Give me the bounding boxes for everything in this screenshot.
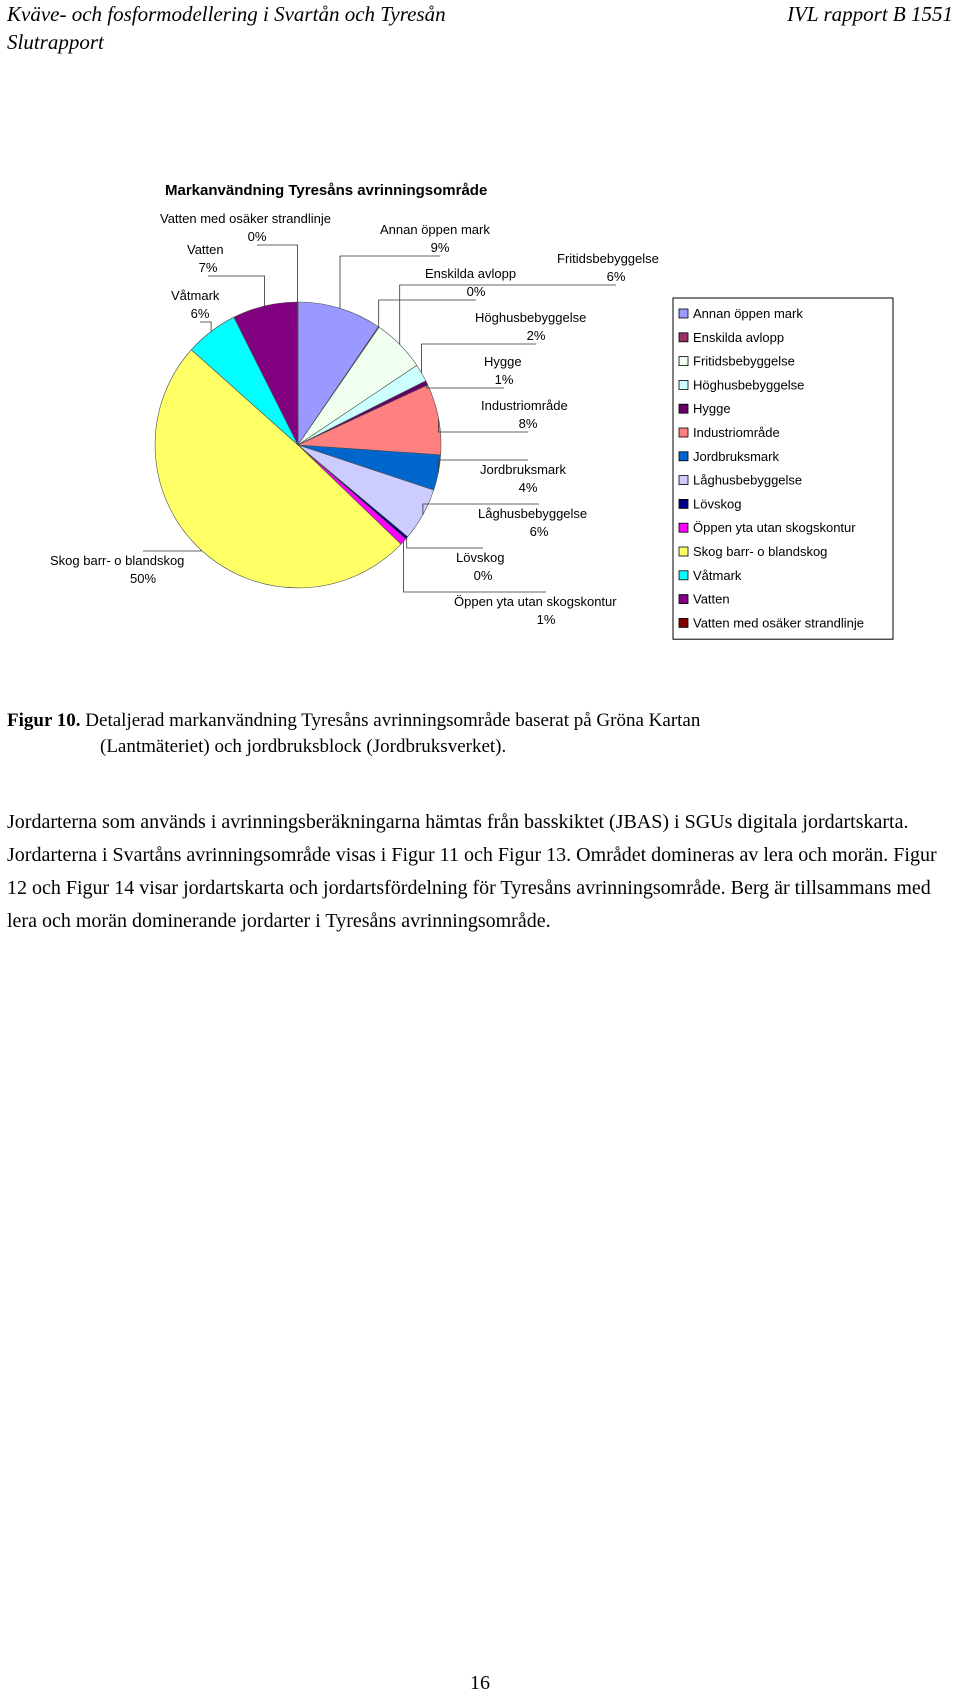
leader-line: [407, 538, 483, 548]
slice-label: Enskilda avlopp: [425, 266, 517, 281]
page-number: 16: [470, 1672, 490, 1694]
report-id: IVL rapport B 1551: [787, 2, 953, 26]
slice-percent-label: 0%: [473, 568, 493, 583]
slice-percent-label: 4%: [518, 480, 538, 495]
legend-entry: Jordbruksmark: [693, 448, 779, 464]
legend-swatch: [679, 428, 688, 437]
leader-line: [257, 245, 298, 302]
legend-swatch: [679, 380, 688, 389]
slice-percent-label: 50%: [129, 571, 157, 586]
leader-line: [379, 300, 476, 327]
legend-swatch: [679, 571, 688, 580]
body-text: [7, 806, 947, 938]
caption-number: Figur 10.: [7, 710, 81, 731]
slice-label: Låghusbebyggelse: [478, 506, 588, 521]
leader-line: [143, 550, 201, 551]
legend-entry: Hygge: [693, 401, 731, 417]
slice-label: Vatten med osäker strandlinje: [160, 211, 332, 226]
slice-percent-label: 9%: [430, 240, 450, 255]
legend-swatch: [679, 404, 688, 413]
caption-line-2: (Lantmäteriet) och jordbruksblock (Jordbruksverket).: [100, 736, 507, 757]
slice-label: Skog barr- o blandskog: [50, 553, 185, 568]
pie-chart: [0, 170, 960, 690]
chart-title: Markanvändning Tyresåns avrinningsområde: [165, 182, 488, 199]
report-subtitle: Slutrapport: [7, 30, 104, 54]
slice-percent-label: 8%: [518, 416, 538, 431]
legend-swatch: [679, 618, 688, 627]
chart-legend: [673, 298, 893, 639]
pie-slices: [155, 302, 441, 588]
slice-percent-label: 0%: [466, 284, 486, 299]
legend-swatch: [679, 357, 688, 366]
legend-entry: Fritidsbebyggelse: [693, 353, 795, 369]
legend-entry: Skog barr- o blandskog: [693, 544, 828, 559]
legend-swatch: [679, 333, 688, 342]
slice-label: Vatten: [187, 242, 224, 257]
legend-entry: Låghusbebyggelse: [693, 472, 803, 488]
slice-label: Annan öppen mark: [380, 222, 490, 237]
slice-percent-label: 6%: [529, 524, 549, 539]
slice-percent-label: 6%: [606, 269, 626, 284]
legend-swatch: [679, 595, 688, 604]
report-title: Kväve- och fosformodellering i Svartån och Tyresån: [7, 2, 446, 26]
slice-percent-label: 6%: [190, 306, 210, 321]
slice-label: Höghusbebyggelse: [475, 310, 587, 325]
slice-percent-label: 2%: [526, 328, 546, 343]
slice-label: Våtmark: [171, 288, 220, 303]
legend-entry: Våtmark: [693, 567, 742, 583]
legend-entry: Industriområde: [693, 425, 780, 440]
legend-box: [673, 298, 893, 639]
slice-label: Hygge: [484, 354, 522, 369]
leader-line: [340, 256, 440, 308]
figure-10: [0, 170, 960, 690]
legend-entry: Enskilda avlopp: [693, 329, 785, 345]
leader-line: [439, 419, 528, 432]
legend-entry: Lövskog: [693, 496, 742, 512]
caption-line-1: Detaljerad markanvändning Tyresåns avrinningsområde baserat på Gröna Kartan: [85, 710, 701, 731]
legend-swatch: [679, 476, 688, 485]
slice-percent-label: 1%: [494, 372, 514, 387]
legend-swatch: [679, 547, 688, 556]
slice-label: Jordbruksmark: [480, 462, 566, 477]
legend-entry: Vatten med osäker strandlinje: [693, 615, 865, 631]
slice-percent-label: 1%: [536, 612, 556, 627]
legend-entry: Höghusbebyggelse: [693, 377, 805, 393]
slice-label: Lövskog: [456, 550, 505, 565]
figure-caption: [7, 708, 947, 760]
legend-entry: Öppen yta utan skogskontur: [693, 520, 856, 536]
legend-swatch: [679, 452, 688, 461]
leader-line: [427, 383, 504, 388]
legend-swatch: [679, 499, 688, 508]
slice-label: Fritidsbebyggelse: [557, 251, 659, 266]
legend-swatch: [679, 523, 688, 532]
slice-percent-label: 0%: [247, 229, 267, 244]
legend-entry: Vatten: [693, 591, 730, 607]
leader-line: [200, 322, 211, 332]
slice-label: Industriområde: [481, 398, 568, 413]
header-left: [7, 0, 446, 56]
legend-entry: Annan öppen mark: [693, 306, 803, 321]
slice-percent-label: 7%: [198, 260, 218, 275]
slice-label: Öppen yta utan skogskontur: [454, 594, 617, 609]
legend-swatch: [679, 309, 688, 318]
body-paragraph: Jordarterna som används i avrinningsberäkningarna hämtas från basskiktet (JBAS) i SGUs digitala jordartskarta. Jordarterna i Svartåns avrinningsområde visas i Figur 11 och Figur 13. Området domineras av lera och morän. Figur 12 och Figur 14 visar jordartskarta och jordartsfördelning för Tyresåns avrinningsområde. Berg är tillsammans med lera och morän dominerande jordarter i Tyresåns avrinningsområde.: [7, 811, 937, 932]
